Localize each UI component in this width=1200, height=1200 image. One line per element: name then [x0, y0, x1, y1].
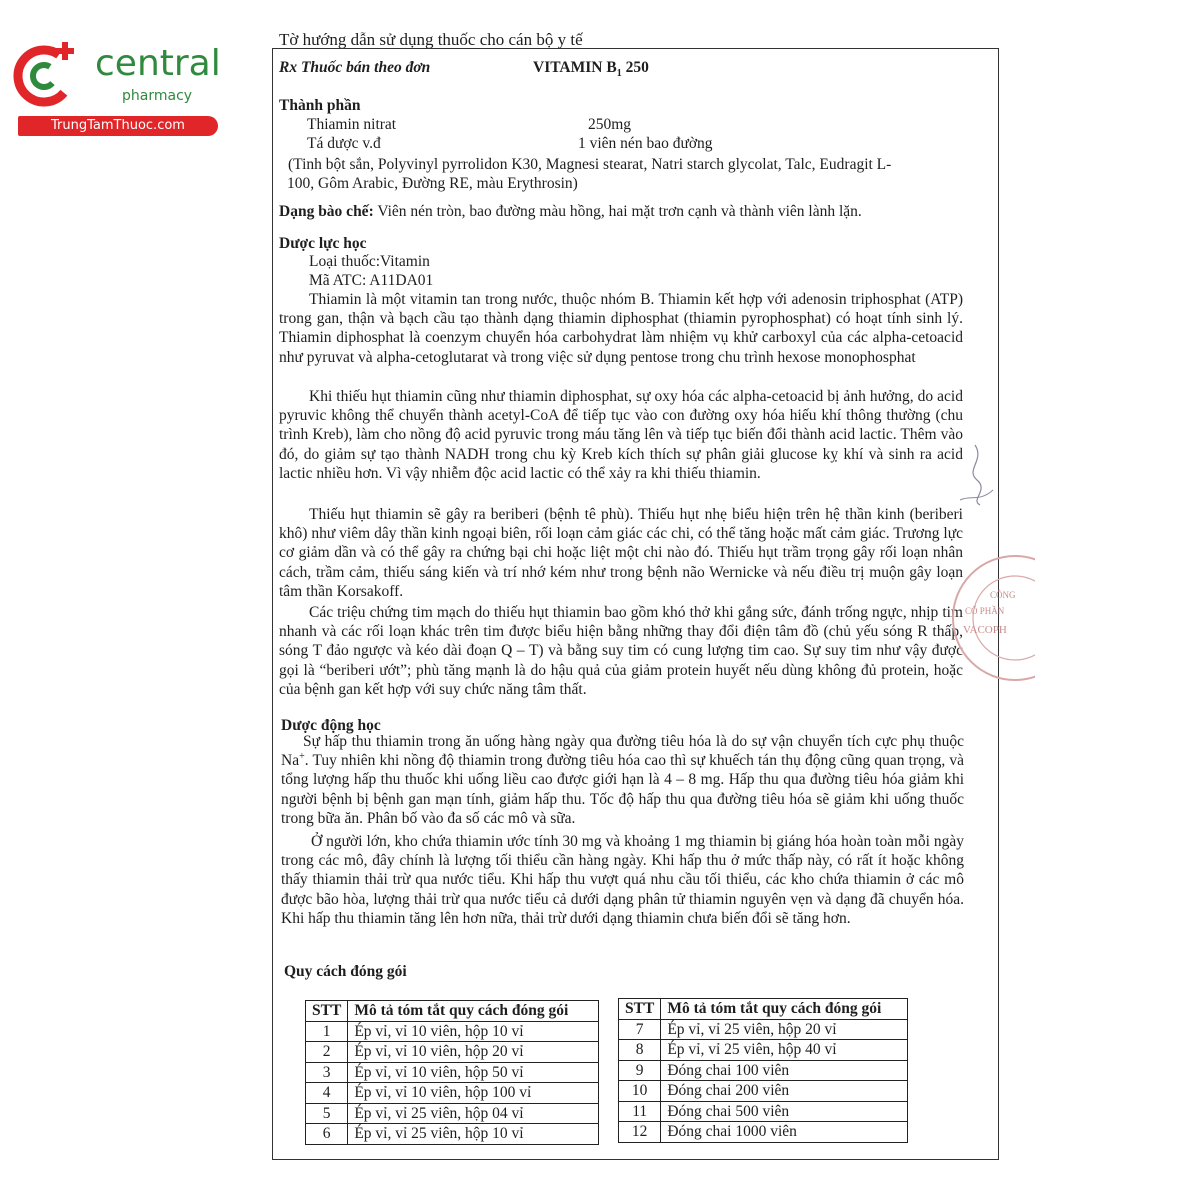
table-row — [306, 1021, 599, 1042]
table-row — [619, 1081, 908, 1102]
table-row — [619, 1040, 908, 1061]
pk-para-1-end: . Tuy nhiên khi nồng độ thiamin trong đường tiêu hóa cao thì sự khuếch tán thụ động cũng quan trọng, và tổng lượng hấp thu thuốc khi uống liều cao được giới hạn là 4 – 8 mg. Hấp thu qua đường tiêu hóa giảm khi người bệnh bị bệnh gan mạn tính, giảm hấp thu. Tốc độ hấp thu qua đường tiêu hóa sẽ giảm khi uống thuốc trong bữa ăn. Phân bố vào đa số các mô và sữa. — [281, 752, 964, 827]
seal-ring-icon — [945, 548, 1035, 688]
dosage-form — [279, 202, 862, 221]
dosage-form-label: Dạng bào chế: — [279, 203, 374, 220]
row-stt: 11 — [619, 1101, 661, 1122]
packaging-heading: Quy cách đóng gói — [284, 963, 407, 980]
pharmacy-logo-icon — [10, 38, 82, 110]
pk-para-1-start: Sự hấp thu thiamin trong ăn uống hàng ngày qua đường tiêu hóa là do sự vận chuyển tích cực phụ thuộc Na — [281, 733, 964, 770]
row-desc: Ép vỉ, vỉ 25 viên, hộp 20 vỉ — [661, 1019, 908, 1040]
row-stt: 2 — [306, 1042, 348, 1063]
composition-row-1-value: 250mg — [588, 116, 632, 133]
composition-row-2-name: Tá dược v.đ — [307, 135, 381, 152]
table-row — [306, 1103, 599, 1124]
table-row — [619, 1122, 908, 1143]
seal-line-1: CÔNG — [990, 590, 1016, 600]
company-seal — [945, 548, 1035, 688]
rx-line — [279, 58, 430, 77]
table-row — [306, 1083, 599, 1104]
pharmacodynamics-para-2: Khi thiếu hụt thiamin cũng như thiamin diphosphat, sự oxy hóa các alpha-cetoacid bị ảnh hưởng, do acid pyruvic không thể chuyển thành acetyl-CoA để tiếp tục vào con đường oxy hóa hiếu khí thông thường (chu trình Kreb), làm cho nồng độ acid pyruvic trong máu tăng lên và tiếp tục biến đổi thành acid lactic. Thêm vào đó, do giảm sự tạo thành NADH trong chu kỳ Kreb kích thích sự phân giải glucose kỵ khí và sinh ra acid lactic nhiều hơn. Vì vậy nhiễm độc acid lactic có thể xảy ra khi thiếu thiamin. — [279, 388, 963, 482]
table-row — [306, 1124, 599, 1145]
row-desc: Ép vỉ, vỉ 25 viên, hộp 04 vỉ — [348, 1103, 599, 1124]
row-desc: Ép vỉ, vỉ 10 viên, hộp 50 vỉ — [348, 1062, 599, 1083]
row-desc: Đóng chai 100 viên — [661, 1060, 908, 1081]
logo-banner: TrungTamThuoc.com — [18, 116, 218, 136]
rx-label: Thuốc bán theo đơn — [300, 59, 431, 76]
row-stt: 1 — [306, 1021, 348, 1042]
row-desc: Đóng chai 500 viên — [661, 1101, 908, 1122]
pharmacodynamics-para-3: Thiếu hụt thiamin sẽ gây ra beriberi (bệnh tê phù). Thiếu hụt nhẹ biểu hiện trên hệ thần kinh (beriberi khô) như viêm dây thần kinh ngoại biên, rối loạn cảm giác các chi, có thể tăng hoặc mất cảm giác. Trương lực cơ giảm dần và có thể gây ra chứng bại chi hoặc liệt một chi nào đó. Thiếu hụt trầm trọng gây rối loạn nhân cách, trầm cảm, thiếu sáng kiến và trí nhớ kém như trong bệnh não Wernicke và nếu điều trị muộn gây loạn tâm thần Korsakoff. — [279, 506, 963, 600]
packaging-table-right — [618, 998, 908, 1143]
row-desc: Đóng chai 1000 viên — [661, 1122, 908, 1143]
atc-code: Mã ATC: A11DA01 — [309, 272, 434, 289]
doc-title: Tờ hướng dẫn sử dụng thuốc cho cán bộ y tế — [279, 30, 583, 49]
table-row — [306, 1042, 599, 1063]
product-name: VITAMIN B — [533, 59, 617, 76]
pharmacodynamics-para-1: Thiamin là một vitamin tan trong nước, thuộc nhóm B. Thiamin kết hợp với adenosin triphosphat (ATP) trong gan, thận và bạch cầu tạo thành dạng thiamin diphosphat (thiamin pyrophosphat) có hoạt tính sinh lý. Thiamin diphosphat là coenzym chuyển hóa carbohydrat làm nhiệm vụ khử carboxyl của các alpha-cetoacid như pyruvat và alpha-cetoglutarat và trong việc sử dụng pentose trong chu trình hexose monophosphat — [279, 291, 963, 366]
signature-mark — [955, 440, 995, 510]
pharmacodynamics-para-4: Các triệu chứng tim mạch do thiếu hụt thiamin bao gồm khó thở khi gắng sức, đánh trống ngực, nhịp tim nhanh và các rối loạn khác trên tim được biểu hiện bằng những thay đổi điện tâm đồ (chủ yếu sóng R thấp, sóng T đảo ngược và kéo dài đoạn Q – T) và bằng suy tim có cung lượng tim cao. Sự suy tim như vậy được gọi là “beriberi ướt”; phù tăng mạnh là do hậu quả của giảm protein huyết nếu dùng không đủ protein, hoặc của bệnh gan kết hợp với suy chức năng tâm thất. — [279, 604, 963, 698]
row-stt: 8 — [619, 1040, 661, 1061]
col-desc-header: Mô tả tóm tắt quy cách đóng gói — [348, 1001, 599, 1022]
logo-sub-text: pharmacy — [122, 88, 193, 104]
row-desc: Ép vỉ, vỉ 25 viên, hộp 10 vỉ — [348, 1124, 599, 1145]
table-header-row — [619, 999, 908, 1020]
table-row — [619, 1101, 908, 1122]
row-stt: 3 — [306, 1062, 348, 1083]
row-desc: Đóng chai 200 viên — [661, 1081, 908, 1102]
table-row — [619, 1060, 908, 1081]
excipients-line-1: (Tinh bột sắn, Polyvinyl pyrrolidon K30, Magnesi stearat, Natri starch glycolat, Talc, Eudragit L- — [288, 156, 892, 173]
row-desc: Ép vỉ, vỉ 10 viên, hộp 20 vỉ — [348, 1042, 599, 1063]
dosage-form-text: Viên nén tròn, bao đường màu hồng, hai mặt trơn cạnh và thành viên lành lặn. — [373, 203, 862, 220]
seal-line-2: CỔ PHẦN — [965, 606, 1005, 616]
pharmacokinetics-heading: Dược động học — [281, 717, 381, 734]
excipients-line-2: 100, Gôm Arabic, Đường RE, màu Erythrosin) — [287, 175, 578, 192]
seal-line-3: VACOPH — [963, 624, 1007, 636]
row-stt: 12 — [619, 1122, 661, 1143]
row-stt: 7 — [619, 1019, 661, 1040]
composition-row-2-value: 1 viên nén bao đường — [578, 135, 713, 152]
product-subscript: 1 — [616, 68, 622, 80]
composition-row-1-name: Thiamin nitrat — [307, 116, 397, 133]
row-desc: Ép vỉ, vỉ 25 viên, hộp 40 vỉ — [661, 1040, 908, 1061]
pharmacodynamics-heading: Dược lực học — [279, 235, 367, 252]
row-stt: 9 — [619, 1060, 661, 1081]
table-header-row — [306, 1001, 599, 1022]
product-title — [533, 58, 649, 83]
packaging-table-left — [305, 1000, 599, 1145]
pharmacokinetics-para-1 — [281, 732, 964, 828]
col-desc-header: Mô tả tóm tắt quy cách đóng gói — [661, 999, 908, 1020]
central-pharmacy-logo — [10, 38, 225, 138]
product-strength: 250 — [625, 59, 649, 76]
row-desc: Ép vỉ, vỉ 10 viên, hộp 100 vỉ — [348, 1083, 599, 1104]
row-stt: 6 — [306, 1124, 348, 1145]
table-row — [306, 1062, 599, 1083]
table-row — [619, 1019, 908, 1040]
pk-para-1-sup: + — [299, 751, 305, 763]
logo-brand-text: central — [95, 43, 221, 84]
row-stt: 4 — [306, 1083, 348, 1104]
drug-type: Loại thuốc:Vitamin — [309, 253, 430, 270]
row-stt: 5 — [306, 1103, 348, 1124]
row-stt: 10 — [619, 1081, 661, 1102]
col-stt-header: STT — [306, 1001, 348, 1022]
composition-heading: Thành phần — [279, 97, 361, 114]
rx-symbol: Rx — [279, 59, 298, 76]
pharmacokinetics-para-2: Ở người lớn, kho chứa thiamin ước tính 30 mg và khoảng 1 mg thiamin bị giáng hóa hoàn toàn mỗi ngày trong các mô, đây chính là lượng tối thiểu cần hàng ngày. Khi hấp thu ở mức thấp này, có rất ít hoặc không thấy thiamin thải trừ qua nước tiểu. Khi hấp thu vượt quá nhu cầu tối thiểu, các kho chứa thiamin ở các mô được bão hòa, lượng thải trừ qua nước tiểu cả dưới dạng phân tử thiamin nguyên vẹn và dạng đã chuyển hóa. Khi hấp thu thiamin tăng lên hơn nữa, thải trừ dưới dạng thiamin chưa biến đổi sẽ tăng hơn. — [281, 833, 964, 927]
col-stt-header: STT — [619, 999, 661, 1020]
row-desc: Ép vỉ, vỉ 10 viên, hộp 10 vỉ — [348, 1021, 599, 1042]
